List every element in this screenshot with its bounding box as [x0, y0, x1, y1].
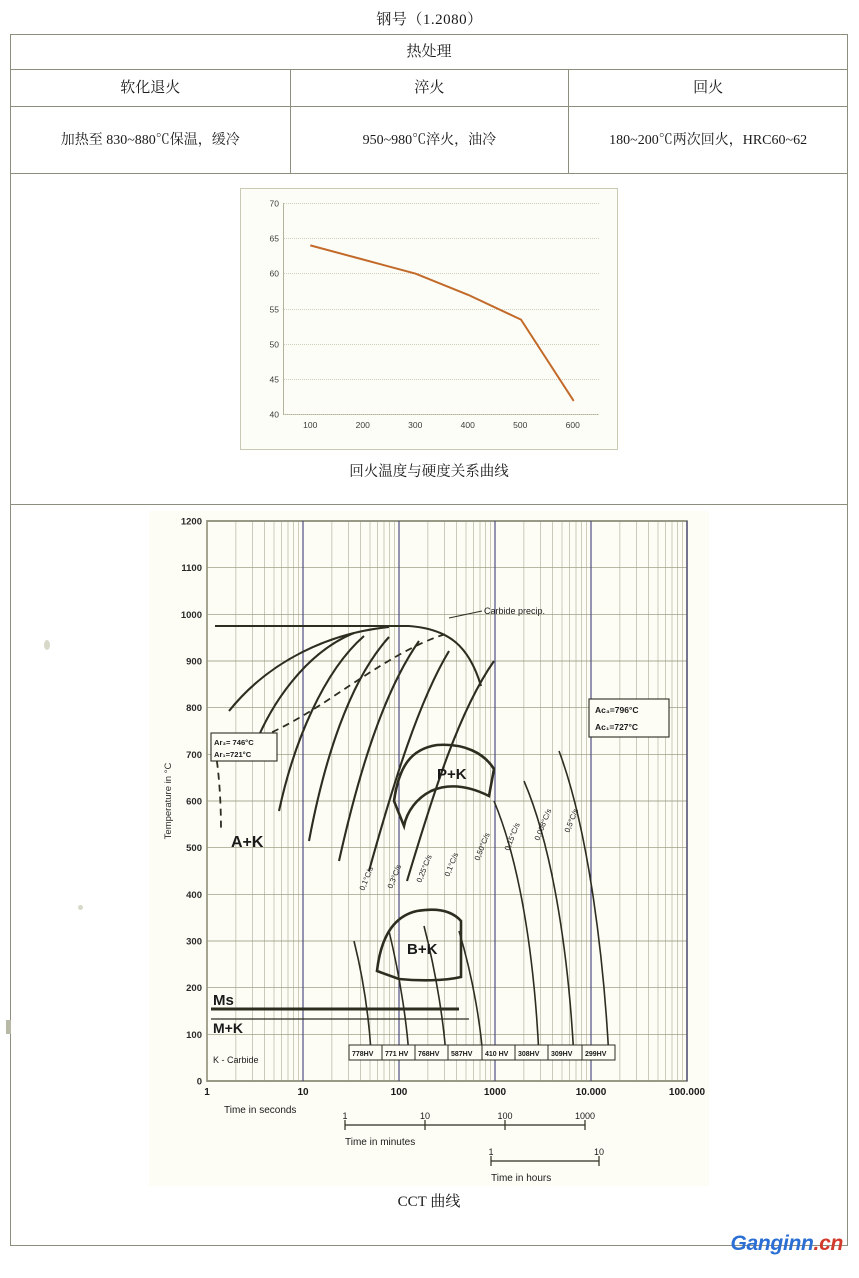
heat-treatment-header: 热处理 — [11, 35, 848, 70]
watermark-tld: .cn — [813, 1232, 843, 1255]
svg-text:600: 600 — [186, 796, 202, 808]
column-header-annealing: 软化退火 — [11, 70, 291, 107]
y-tick-label: 45 — [269, 374, 279, 385]
y-tick-label: 40 — [269, 409, 279, 420]
tempering-chart-plot — [269, 198, 599, 430]
x-tick-label: 600 — [565, 420, 580, 430]
tempering-chart-caption: 回火温度与硬度关系曲线 — [349, 464, 509, 480]
cooling-rate-label: 0,15°C/s — [502, 821, 522, 852]
x-tick-label: 10 — [593, 1147, 605, 1157]
region-mk-label: M+K — [213, 1020, 243, 1036]
cell-quenching-value: 950~980℃淬火，油冷 — [290, 107, 569, 174]
x-tick-label: 1000 — [483, 1087, 507, 1098]
hardness-label: 410 HV — [485, 1051, 509, 1058]
region-ak-label: A+K — [231, 834, 264, 851]
cooling-rate-label: 0,5°C/s — [562, 807, 581, 834]
svg-text:1200: 1200 — [180, 516, 202, 528]
x-tick-label: 200 — [355, 420, 370, 430]
x-tick-label: 500 — [513, 420, 528, 430]
x-axis-title-hours: Time in hours — [491, 1173, 552, 1184]
x-tick-label: 100 — [390, 1087, 408, 1098]
region-pk-label: P+K — [437, 766, 467, 783]
ac3-label: Ac₃=796°C — [595, 705, 639, 715]
x-axis-title-seconds: Time in seconds — [224, 1105, 297, 1116]
cooling-rate-label: 0,50°C/s — [472, 831, 492, 862]
tempering-hardness-chart — [240, 188, 618, 450]
page-title: 钢号（1.2080） — [376, 12, 483, 28]
table-row — [11, 70, 848, 107]
hardness-label: 778HV — [352, 1051, 374, 1058]
y-tick-label: 70 — [269, 198, 279, 209]
table-row — [11, 174, 848, 505]
hardness-label: 587HV — [451, 1051, 473, 1058]
x-tick-label: 300 — [408, 420, 423, 430]
cooling-rate-label: 0,3°C/s — [385, 863, 404, 890]
svg-text:800: 800 — [186, 703, 202, 715]
x-tick-label: 10 — [419, 1111, 431, 1121]
cct-chart-caption: CCT 曲线 — [397, 1194, 461, 1210]
x-tick-label: 10.000 — [575, 1087, 607, 1098]
paper-speck — [78, 905, 83, 910]
y-tick-label: 55 — [269, 304, 279, 315]
cooling-rate-label: 0,1°C/s — [442, 851, 461, 878]
y-tick-label: 50 — [269, 339, 279, 350]
y-tick-label: 65 — [269, 233, 279, 244]
heat-treatment-table — [10, 34, 848, 1246]
column-header-quenching: 淬火 — [290, 70, 569, 107]
cct-diagram-svg — [149, 511, 709, 1186]
x-tick-label: 100 — [497, 1111, 513, 1121]
tempering-curve — [284, 203, 600, 415]
paper-speck — [44, 640, 50, 650]
page-edge-mark — [6, 1020, 11, 1034]
x-tick-label: 400 — [460, 420, 475, 430]
svg-text:200: 200 — [186, 983, 202, 995]
hardness-label: 308HV — [518, 1051, 540, 1058]
cooling-rate-label: 0,008°C/s — [532, 807, 554, 842]
x-tick-label: 1 — [204, 1087, 210, 1098]
carbide-precip-label: Carbide precip. — [484, 606, 546, 616]
watermark-text: Ganginn — [730, 1232, 814, 1255]
svg-text:500: 500 — [186, 843, 202, 855]
cooling-rate-label: 0,25°C/s — [414, 853, 434, 884]
svg-text:1000: 1000 — [180, 609, 202, 621]
svg-text:1100: 1100 — [181, 563, 202, 575]
cooling-rate-label: 0,1°C/s — [357, 865, 376, 892]
ar3-label: Ar₃= 746°C — [214, 738, 254, 747]
tempering-chart-cell — [11, 174, 848, 505]
hardness-label: 771 HV — [385, 1051, 409, 1058]
table-row — [11, 107, 848, 174]
cct-y-axis-title: Temperature in °C — [163, 762, 174, 840]
ms-label: Ms — [213, 992, 234, 1009]
hardness-label: 768HV — [418, 1051, 440, 1058]
cell-tempering-value: 180~200℃两次回火，HRC60~62 — [569, 107, 848, 174]
svg-text:700: 700 — [186, 749, 202, 761]
cell-annealing-value: 加热至 830~880℃保温，缓冷 — [11, 107, 291, 174]
x-tick-label: 1 — [488, 1147, 494, 1157]
x-tick-label: 1000 — [574, 1111, 596, 1121]
ar1-label: Ar₁=721°C — [214, 750, 252, 759]
x-axis-title-minutes: Time in minutes — [345, 1137, 416, 1148]
svg-text:900: 900 — [186, 656, 202, 668]
hardness-box-row — [349, 1045, 615, 1060]
k-carbide-label: K - Carbide — [213, 1055, 259, 1065]
ac1-label: Ac₁=727°C — [595, 722, 639, 732]
svg-text:0: 0 — [196, 1076, 202, 1088]
x-tick-label: 1 — [342, 1111, 348, 1121]
cct-diagram — [149, 511, 709, 1186]
table-row — [11, 505, 848, 1246]
cct-chart-cell — [11, 505, 848, 1246]
table-row — [11, 35, 848, 70]
y-tick-label: 60 — [269, 268, 279, 279]
x-tick-label: 100.000 — [668, 1087, 706, 1098]
svg-text:100: 100 — [186, 1029, 202, 1041]
column-header-tempering: 回火 — [569, 70, 848, 107]
x-tick-label: 100 — [303, 420, 318, 430]
svg-text:400: 400 — [186, 889, 202, 901]
hardness-label: 299HV — [585, 1051, 607, 1058]
svg-text:300: 300 — [186, 936, 202, 948]
region-bk-label: B+K — [407, 941, 438, 958]
x-tick-label: 10 — [297, 1087, 309, 1098]
watermark — [730, 1232, 843, 1256]
hardness-label: 309HV — [551, 1051, 573, 1058]
